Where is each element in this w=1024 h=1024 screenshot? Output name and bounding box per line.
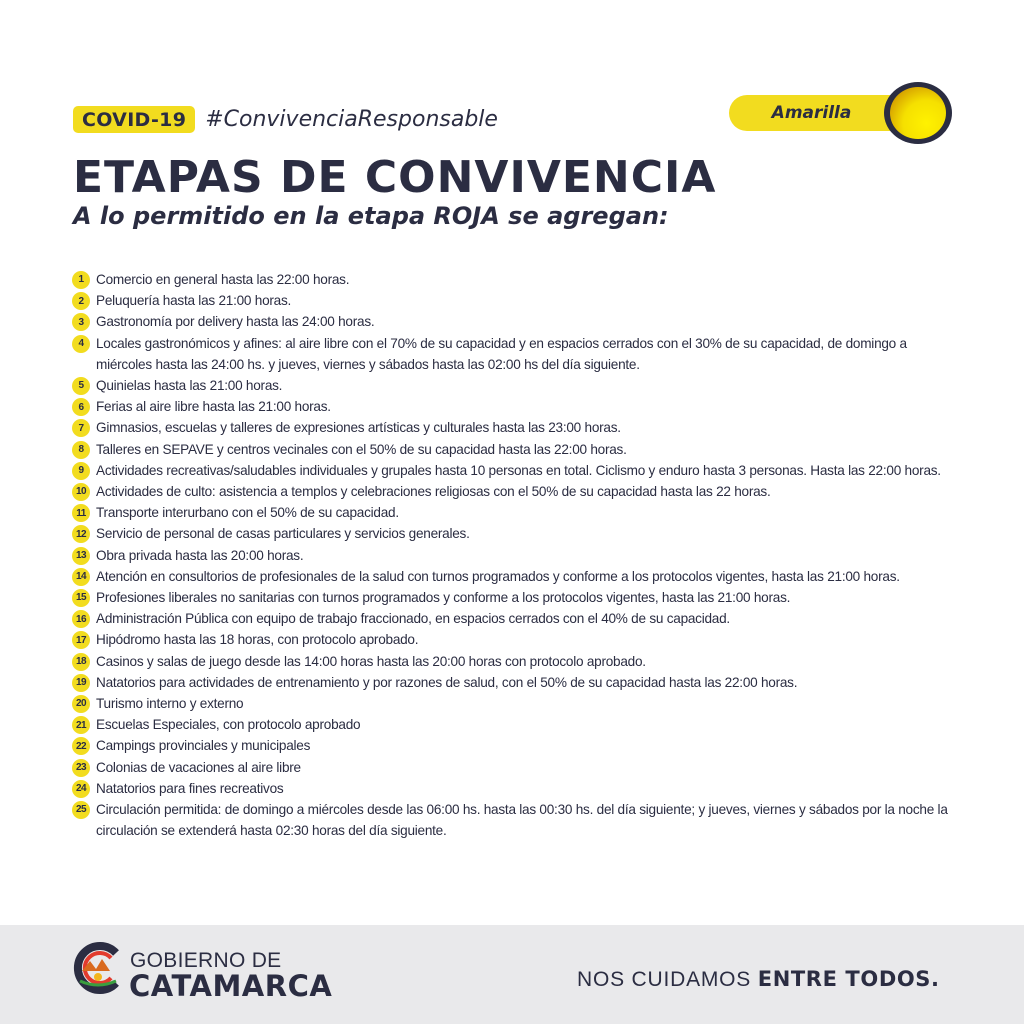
item-number-badge: 17 [72,631,90,649]
item-number-badge: 9 [72,462,90,480]
item-number-badge: 11 [72,504,90,522]
item-number-badge: 5 [72,377,90,395]
list-item [72,545,962,566]
item-number-badge: 8 [72,441,90,459]
list-item [72,735,962,756]
list-item [72,714,962,735]
item-text: Actividades de culto: asistencia a templos y celebraciones religiosas con el 50% de su capacidad hasta las 22 horas. [96,484,771,500]
item-number-badge: 18 [72,653,90,671]
item-text: Gimnasios, escuelas y talleres de expresiones artísticas y culturales hasta las 23:00 horas. [96,420,621,436]
item-text: Talleres en SEPAVE y centros vecinales con el 50% de su capacidad hasta las 22:00 horas. [96,441,627,457]
stage-label: Amarilla [771,103,852,123]
slogan [577,967,940,992]
list-item [72,502,962,523]
item-text: Natatorios para fines recreativos [96,780,284,796]
list-item [72,481,962,502]
list-item [72,629,962,650]
catamarca-logo-icon [72,941,124,995]
item-number-badge: 25 [72,801,90,819]
item-number-badge: 10 [72,483,90,501]
list-item [72,757,962,778]
province-name: CATAMARCA [129,969,333,1003]
header-row [73,104,498,134]
item-number-badge: 4 [72,335,90,353]
item-text: Quinielas hasta las 21:00 horas. [96,378,283,394]
item-text: Colonias de vacaciones al aire libre [96,759,301,775]
list-item [72,269,962,290]
covid-tag: COVID-19 [73,106,195,133]
item-text: Casinos y salas de juego desde las 14:00 horas hasta las 20:00 horas con protocolo aprobado. [96,653,646,669]
item-text: Actividades recreativas/saludables individuales y grupales hasta 10 personas en total. Ciclismo y enduro hasta 3 personas. Hasta las 22:00 horas. [96,462,941,478]
list-item [72,333,962,375]
item-number-badge: 23 [72,759,90,777]
item-number-badge: 24 [72,780,90,798]
item-number-badge: 12 [72,525,90,543]
item-text: Profesiones liberales no sanitarias con turnos programados y conforme a los protocolos vigentes, hasta las 21:00 horas. [96,590,791,606]
item-text: Natatorios para actividades de entrenamiento y por razones de salud, con el 50% de su capacidad hasta las 22:00 horas. [96,674,798,690]
list-item [72,672,962,693]
list-item [72,693,962,714]
activities-list [72,269,962,841]
item-number-badge: 2 [72,292,90,310]
page-subtitle: A lo permitido en la etapa ROJA se agregan: [73,202,669,230]
list-item [72,439,962,460]
list-item [72,523,962,544]
page-title: ETAPAS DE CONVIVENCIA [73,152,717,203]
item-text: Comercio en general hasta las 22:00 horas. [96,272,350,287]
list-item [72,608,962,629]
item-text: Locales gastronómicos y afines: al aire libre con el 70% de su capacidad y en espacios cerrados con el 30% de su capacidad, de domingo a miércoles hasta las 24:00 hs. y jueves, viernes y sábados hasta las 02:00 hs del día siguiente. [96,335,907,372]
item-number-badge: 3 [72,313,90,331]
hashtag: #ConvivenciaResponsable [205,106,498,132]
list-item [72,290,962,311]
list-item [72,778,962,799]
stage-light-icon [884,82,952,144]
slogan-light: NOS CUIDAMOS [577,968,752,991]
item-number-badge: 13 [72,547,90,565]
list-item [72,417,962,438]
item-number-badge: 20 [72,695,90,713]
item-number-badge: 14 [72,568,90,586]
item-number-badge: 15 [72,589,90,607]
item-text: Turismo interno y externo [96,696,244,712]
item-text: Peluquería hasta las 21:00 horas. [96,293,292,309]
list-item [72,375,962,396]
item-number-badge: 16 [72,610,90,628]
government-label: GOBIERNO DE [130,949,282,972]
item-text: Obra privada hasta las 20:00 horas. [96,547,304,563]
item-text: Hipódromo hasta las 18 horas, con protocolo aprobado. [96,632,419,648]
item-number-badge: 19 [72,674,90,692]
item-number-badge: 1 [72,271,90,289]
item-text: Escuelas Especiales, con protocolo aprobado [96,717,361,733]
item-text: Transporte interurbano con el 50% de su capacidad. [96,505,399,521]
stage-indicator [729,95,904,131]
item-number-badge: 6 [72,398,90,416]
item-text: Ferias al aire libre hasta las 21:00 horas. [96,399,331,415]
list-item [72,396,962,417]
footer [0,925,1024,1024]
list-item [72,799,962,841]
list-item [72,651,962,672]
item-text: Servicio de personal de casas particulares y servicios generales. [96,526,470,542]
item-text: Campings provinciales y municipales [96,738,311,754]
item-text: Circulación permitida: de domingo a miércoles desde las 06:00 hs. hasta las 00:30 hs. del día siguiente; y jueves, viernes y sábados por la noche la circulación se extenderá hasta 02:30 horas del día siguiente. [96,802,948,839]
list-item [72,311,962,332]
item-number-badge: 21 [72,716,90,734]
item-text: Atención en consultorios de profesionales de la salud con turnos programados y conforme a los protocolos vigentes, hasta las 21:00 horas. [96,568,900,584]
item-text: Administración Pública con equipo de trabajo fraccionado, en espacios cerrados con el 40% de su capacidad. [96,611,730,627]
list-item [72,587,962,608]
list-item [72,460,962,481]
slogan-bold: ENTRE TODOS. [757,967,940,991]
item-number-badge: 22 [72,737,90,755]
item-number-badge: 7 [72,419,90,437]
list-item [72,566,962,587]
item-text: Gastronomía por delivery hasta las 24:00 horas. [96,314,375,330]
